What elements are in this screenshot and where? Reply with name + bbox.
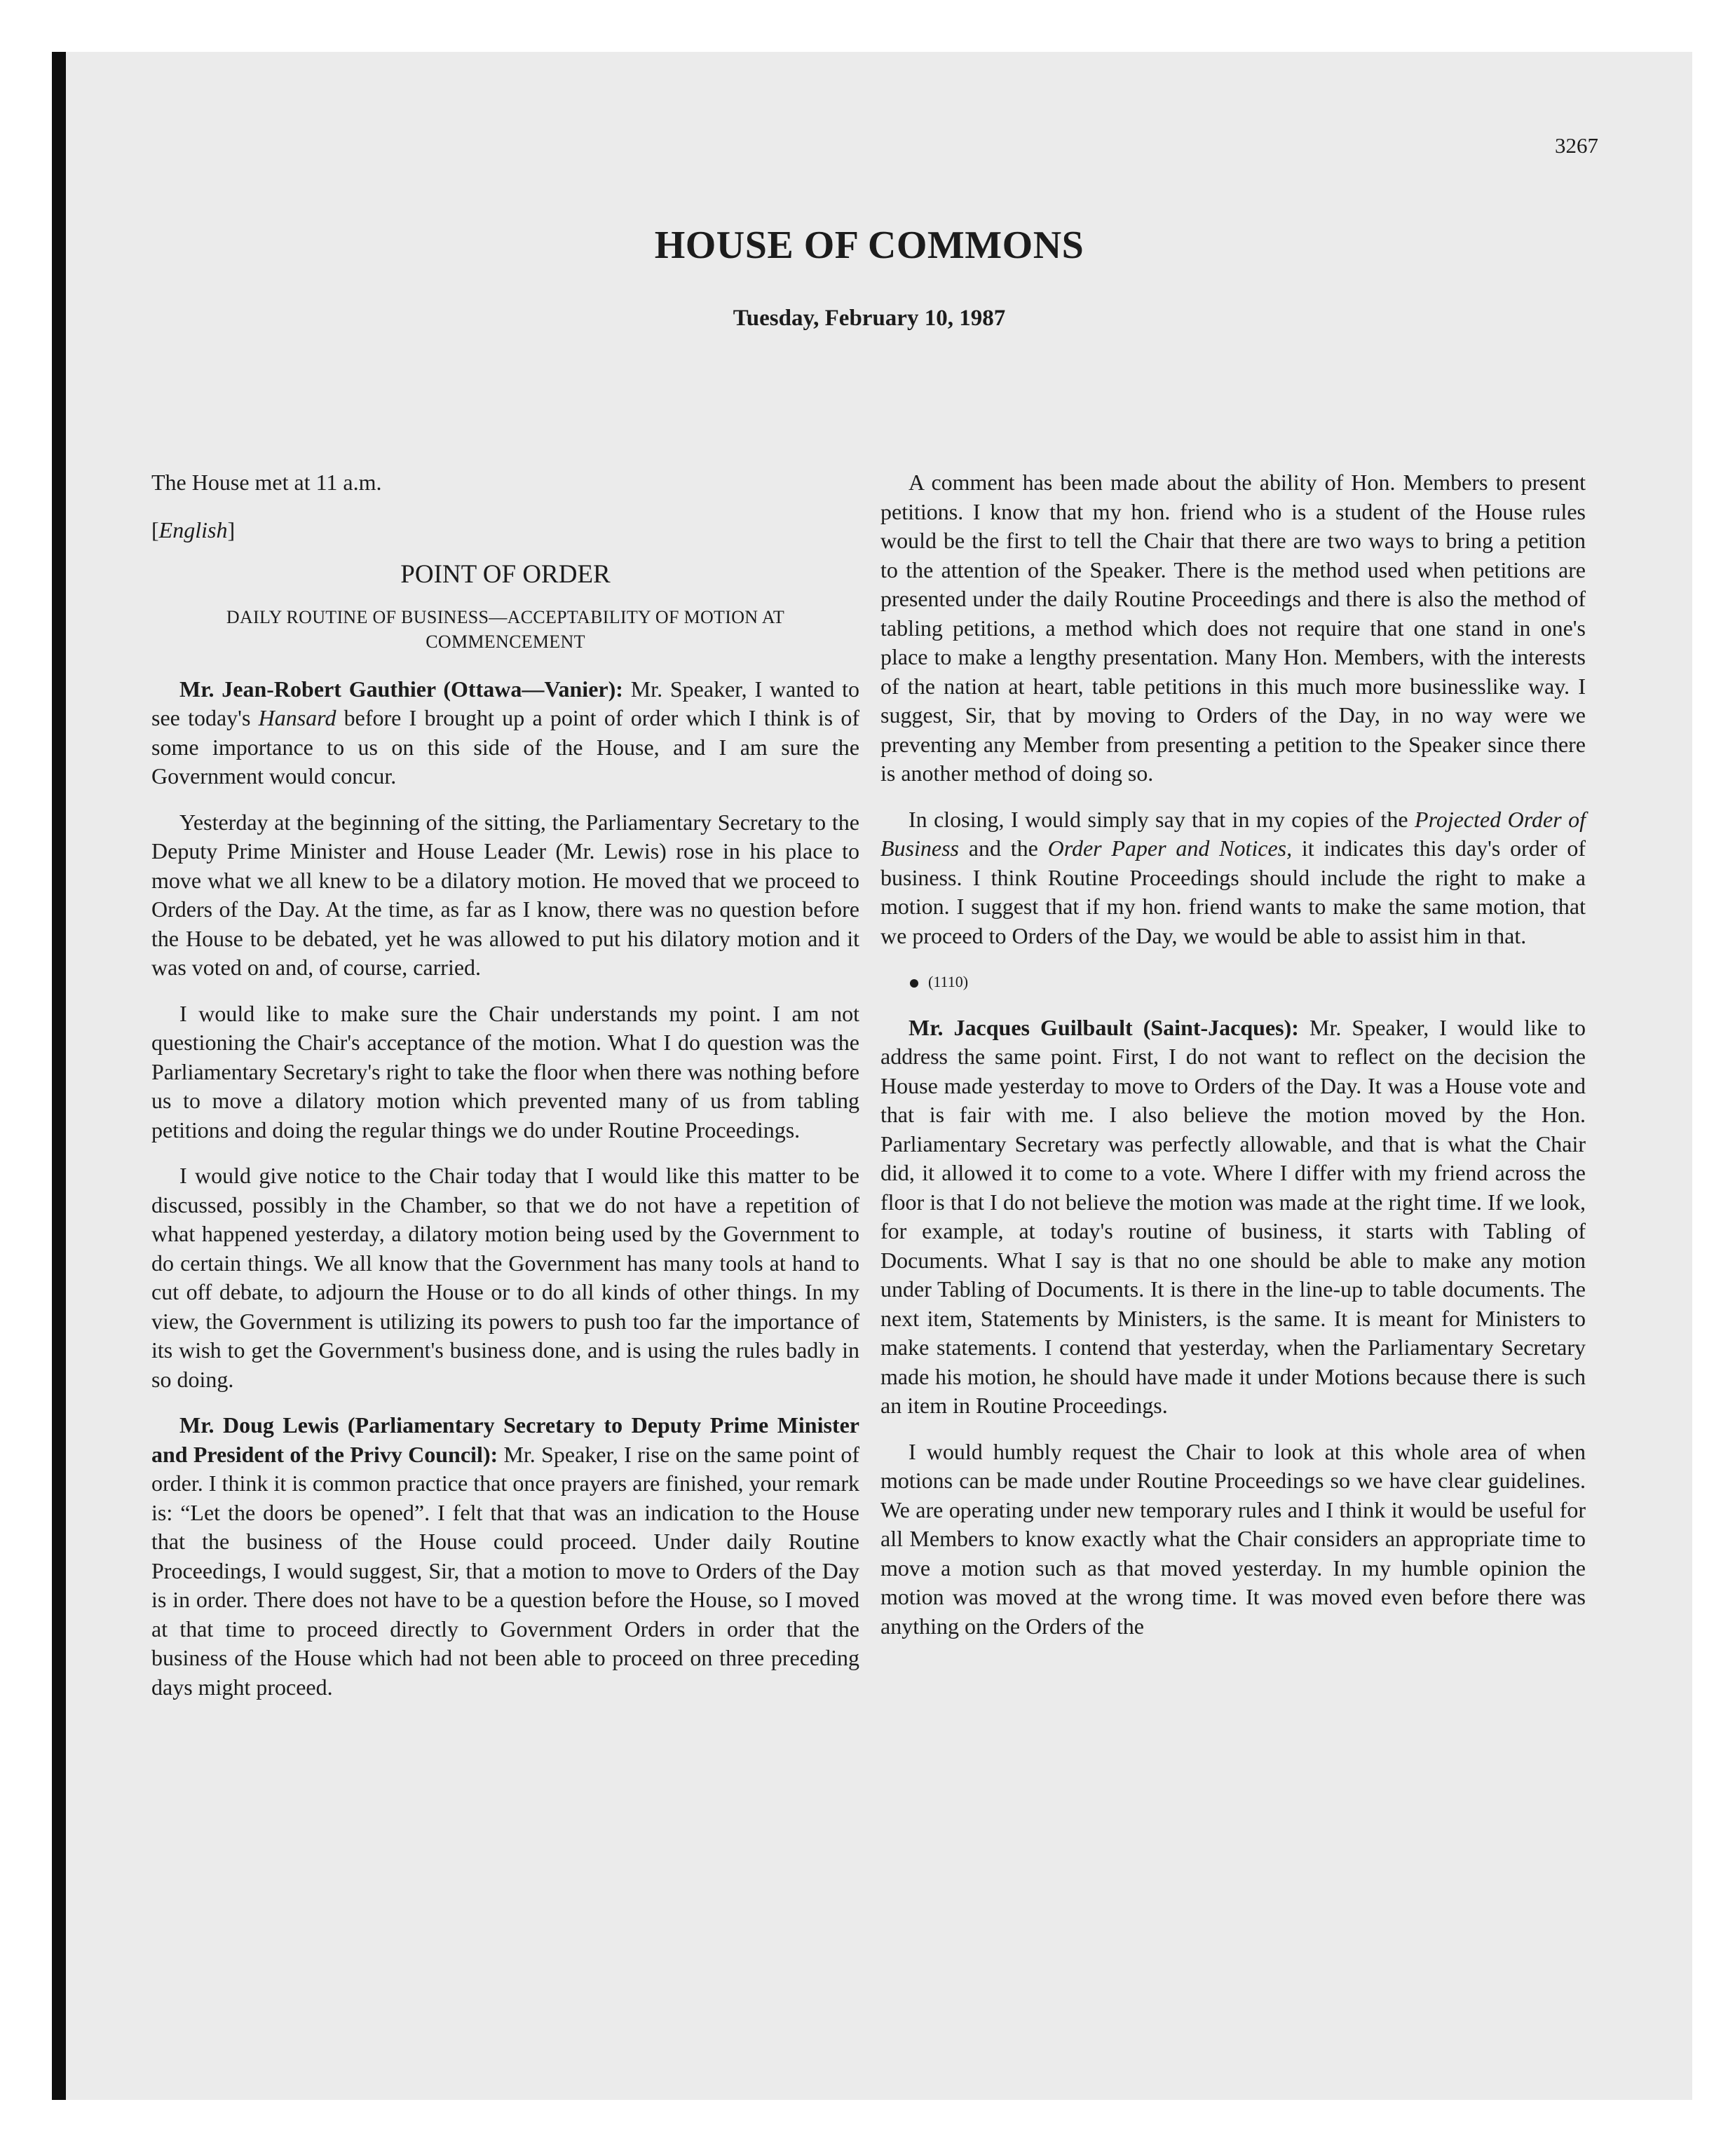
time-stamp [880, 967, 1586, 997]
paragraph: A comment has been made about the ability of Hon. Members to present petitions. I know that my hon. friend who is a student of the House rules would be the first to tell the Chair that there are two ways to bring a petition to the attention of the Speaker. There is the method used when petitions are presented under the daily Routine Proceedings and there is also the method of tabling petitions, a method which does not require that one stand in one's place to make a lengthy presentation. Many Hon. Members, with the interests of the nation at heart, table petitions in this much more businesslike way. I suggest, Sir, that by moving to Orders of the Day, in no way were we preventing any Member from presenting a petition to the Speaker since there is another method of doing so. [880, 470, 1586, 786]
paragraph: I would give notice to the Chair today that I would like this matter to be discussed, possibly in the Chamber, so that we do not have a repetition of what happened yesterday, a dilatory motion being used by the Government to do certain things. We all know that the Government has many tools at hand to cut off debate, to adjourn the House or to do all kinds of other things. In my view, the Government is utilizing its powers to push too far the importance of its wish to get the Government's business done, and is using the rules badly in so doing. [151, 1163, 859, 1392]
time-label: (1110) [928, 973, 969, 990]
right-column [880, 468, 1586, 1658]
bullet-icon [910, 979, 918, 988]
section-title: POINT OF ORDER [400, 560, 611, 589]
sitting-opening: The House met at 11 a.m. [151, 470, 382, 495]
speech-lewis: Mr. Doug Lewis (Parliamentary Secretary to Deputy Prime Minister and President of the Privy Council): Mr. Speaker, I rise on the same point of order. I think it is common practice that once prayers are finished, your remark is: “Let the doors be opened”. I felt that that was an indication to the House that the business of the House could proceed. Under daily Routine Proceedings, I would suggest, Sir, that a motion to move to Orders of the Day is in order. There does not have to be a question before the House, so I moved at that time to proceed directly to Government Orders in order that the business of the House which had not been able to proceed on three preceding days might proceed. [151, 1412, 860, 1700]
sitting-date: Tuesday, February 10, 1987 [733, 306, 1006, 331]
speech-gauthier: Mr. Jean-Robert Gauthier (Ottawa—Vanier): Mr. Speaker, I wanted to see today's Hansard before I brought up a point of order which I think is of some importance to us on this side of the House, and I am sure the Government would concur. [151, 676, 860, 789]
page-number: 3267 [1555, 133, 1598, 158]
scan-edge-bar [52, 52, 66, 2100]
language-label: English [158, 517, 228, 543]
left-column [151, 468, 859, 1719]
journal-title: HOUSE OF COMMONS [654, 224, 1084, 267]
subsection-title: DAILY ROUTINE OF BUSINESS—ACCEPTABILITY OF MOTION AT COMMENCEMENT [226, 606, 785, 652]
italic-term: Order Paper and Notices, [1047, 835, 1293, 861]
paragraph: I would like to make sure the Chair understands my point. I am not questioning the Chair's acceptance of the motion. What I do question was the Parliamentary Secretary's right to take the floor when there was nothing before us to move a dilatory motion which prevented many of us from tabling petitions and doing the regular things we do under Routine Proceedings. [151, 1000, 859, 1142]
paragraph: I would humbly request the Chair to look at this whole area of when motions can be made under Routine Proceedings so we have clear guidelines. We are operating under new temporary rules and I think it would be useful for all Members to know exactly what the Chair considers an appropriate time to move a motion such as that moved yesterday. In my humble opinion the motion was moved at the wrong time. It was moved even before there was anything on the Orders of the [880, 1438, 1586, 1639]
speaker-name: Mr. Jean-Robert Gauthier (Ottawa—Vanier): [179, 676, 623, 702]
paragraph: In closing, I would simply say that in my copies of the Projected Order of Business and the Order Paper and Notices, it indicates this day's order of business. I think Routine Proceedings should include the right to make a motion. I suggest that if my hon. friend wants to make the same motion, that we proceed to Orders of the Day, we would be able to assist him in that. [880, 806, 1586, 948]
language-tag: [English] [151, 517, 236, 543]
speech-guilbault: Mr. Jacques Guilbault (Saint-Jacques): Mr. Speaker, I would like to address the same point. First, I do not want to reflect on the decision the House made yesterday to move to Orders of the Day. It was a House vote and that is fair with me. I also believe the motion moved by the Hon. Parliamentary Secretary was perfectly allowable, and that is what the Chair did, it allowed it to come to a vote. Where I differ with my friend across the floor is that I do not believe the motion was made at the right time. If we look, for example, at today's routine of business, it starts with Tabling of Documents. What I say is that no one should be able to make any motion under Tabling of Documents. It is there in the line-up to table documents. The next item, Statements by Ministers, is the same. It is meant for Ministers to make statements. I contend that yesterday, when the Parliamentary Secretary made his motion, he should have made it under Motions because there is such an item in Routine Proceedings. [880, 1014, 1586, 1418]
speaker-name: Mr. Jacques Guilbault (Saint-Jacques): [909, 1014, 1299, 1040]
italic-term: Projected Order of Business [880, 806, 1586, 861]
speaker-name: Mr. Doug Lewis (Parliamentary Secretary to Deputy Prime Minister and President of the Privy Council): [151, 1412, 859, 1467]
paragraph: Yesterday at the beginning of the sitting, the Parliamentary Secretary to the Deputy Prime Minister and House Leader (Mr. Lewis) rose in his place to move what we all knew to be a dilatory motion. He moved that we proceed to Orders of the Day. At the time, as far as I know, there was no question before the House to be debated, yet he was allowed to put his dilatory motion and it was voted on and, of course, carried. [151, 809, 859, 980]
italic-term: Hansard [258, 705, 336, 730]
